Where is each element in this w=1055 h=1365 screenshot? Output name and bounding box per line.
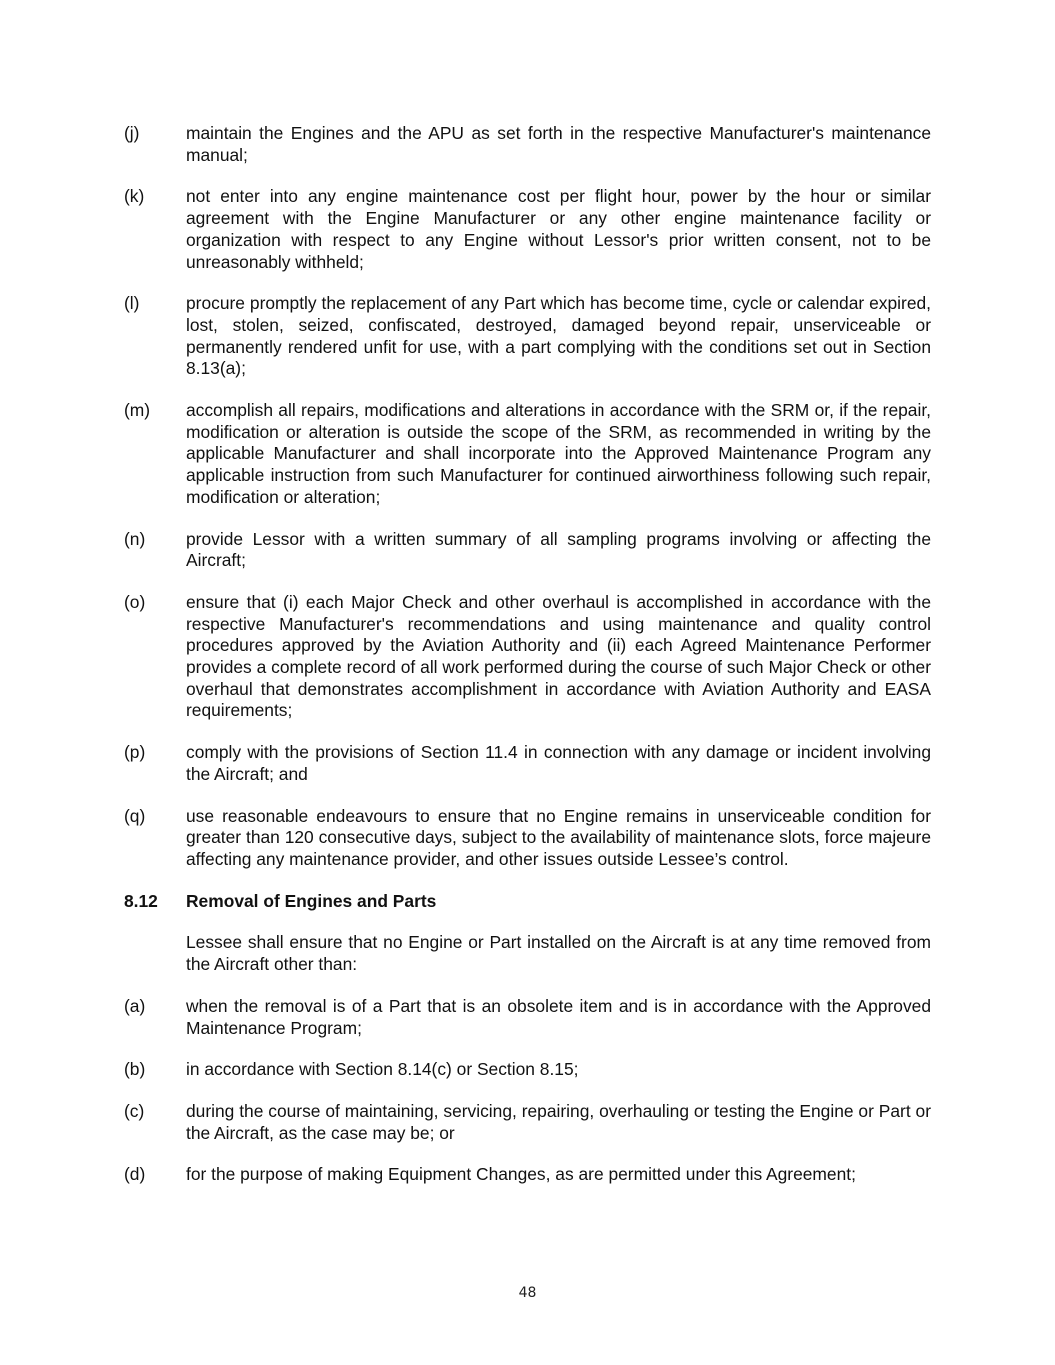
- list-item-label: (q): [124, 805, 146, 826]
- list-item-text: procure promptly the replacement of any Part which has become time, cycle or calendar expired, lost, stolen, seized, confiscated, destroyed, damaged beyond repair, unserviceable or permanently rendered unfit for use, with a part complying with the conditions set out in Section 8.13(a);: [186, 293, 931, 379]
- list-item-label: (k): [124, 186, 145, 207]
- section-heading: [124, 891, 931, 913]
- list-item-label: (j): [124, 123, 140, 143]
- list-item-d: [124, 1164, 931, 1186]
- list-item-label: (b): [124, 1059, 146, 1080]
- list-item-c: [124, 1101, 931, 1144]
- section-title: Removal of Engines and Parts: [186, 890, 437, 911]
- list-item-k: [124, 186, 931, 273]
- list-item-text: accomplish all repairs, modifications and alterations in accordance with the SRM or, if the repair, modification or alteration is outside the scope of the SRM, as recommended in writing by the applicable Manufacturer and shall incorporate into the Approved Maintenance Program any applicable instruction from such Manufacturer for continued airworthiness following such repair, modification or alteration;: [186, 400, 931, 507]
- list-item-text: in accordance with Section 8.14(c) or Section 8.15;: [186, 1059, 579, 1080]
- list-item-m: [124, 400, 931, 509]
- page-number: 48: [518, 1285, 537, 1301]
- list-item-text: comply with the provisions of Section 11.4 in connection with any damage or incident involving the Aircraft; and: [186, 742, 931, 784]
- section-number: 8.12: [124, 890, 158, 911]
- list-item-n: [124, 529, 931, 572]
- list-item-text: during the course of maintaining, servicing, repairing, overhauling or testing the Engine or Part or the Aircraft, as the case may be; or: [186, 1100, 931, 1143]
- list-item-label: (c): [124, 1100, 145, 1121]
- list-item-label: (l): [124, 293, 140, 314]
- list-item-label: (m): [124, 400, 151, 421]
- list-item-a: [124, 996, 931, 1039]
- list-item-label: (n): [124, 528, 146, 549]
- list-item-label: (a): [124, 995, 146, 1016]
- list-item-b: [124, 1059, 931, 1081]
- list-item-q: [124, 806, 931, 871]
- list-item-text: not enter into any engine maintenance cost per flight hour, power by the hour or similar agreement with the Engine Manufacturer or any other engine maintenance facility or organization with respect to any Engine without Lessor's prior written consent, not to be unreasonably withheld;: [186, 186, 931, 272]
- list-item-text: when the removal is of a Part that is an obsolete item and is in accordance with the Approved Maintenance Program;: [186, 995, 931, 1038]
- list-item-label: (d): [124, 1164, 146, 1185]
- list-item-l: [124, 293, 931, 380]
- list-item-o: [124, 592, 931, 722]
- list-item-text: provide Lessor with a written summary of all sampling programs involving or affecting the Aircraft;: [186, 528, 931, 571]
- document-body: [124, 123, 931, 1206]
- section-intro: Lessee shall ensure that no Engine or Part installed on the Aircraft is at any time removed from the Aircraft other than:: [186, 932, 931, 975]
- list-item-text: ensure that (i) each Major Check and other overhaul is accomplished in accordance with the respective Manufacturer's recommendations and using maintenance and quality control procedures approved by the Aviation Authority and (ii) each Agreed Maintenance Performer provides a complete record of all work performed during the course of such Major Check or other overhaul that demonstrates accomplishment in accordance with Aviation Authority and EASA requirements;: [186, 591, 931, 721]
- list-item-label: (p): [124, 742, 146, 763]
- list-item-j: [124, 123, 931, 166]
- list-item-p: [124, 742, 931, 785]
- list-item-text: maintain the Engines and the APU as set forth in the respective Manufacturer's maintenance manual;: [186, 123, 931, 165]
- list-item-text: use reasonable endeavours to ensure that no Engine remains in unserviceable condition for greater than 120 consecutive days, subject to the availability of maintenance slots, force majeure affecting any maintenance provider, and other issues outside Lessee’s control.: [186, 805, 931, 869]
- list-item-label: (o): [124, 591, 146, 612]
- list-item-text: for the purpose of making Equipment Changes, as are permitted under this Agreement;: [186, 1164, 856, 1185]
